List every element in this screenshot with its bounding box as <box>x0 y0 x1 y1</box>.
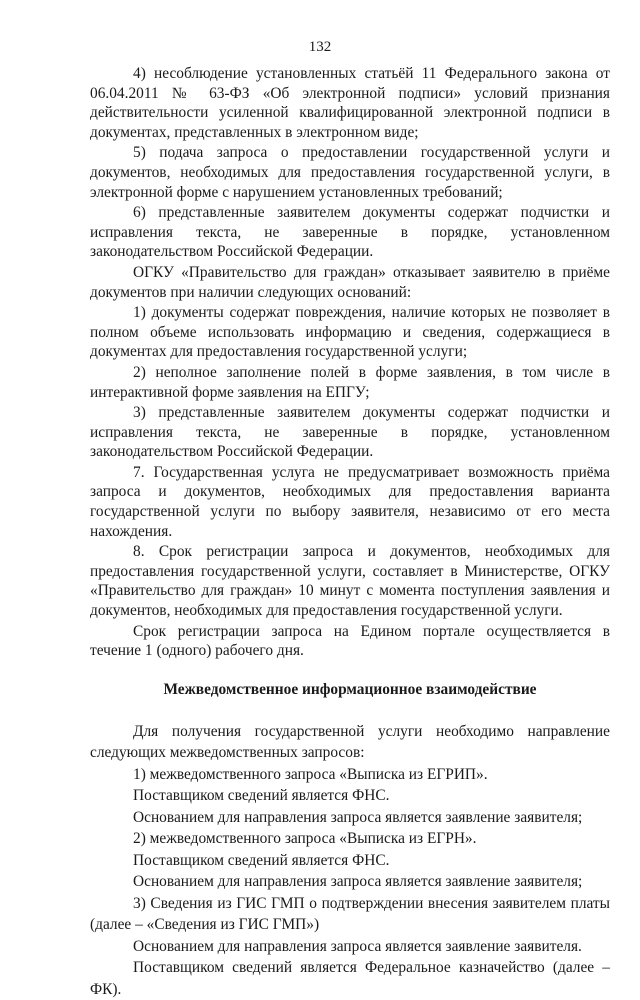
paragraph-interagency-intro: Для получения государственной услуги необходимо направление следующих межведомственных запросов: <box>90 722 610 762</box>
paragraph-item-4: 4) несоблюдение установленных статьёй 11 Федерального закона от 06.04.2011 № 63-ФЗ «Об электронной подписи» условий признания действительности усиленной квалифицированной электронной подписи в документах, представленных в электронном виде; <box>90 65 610 141</box>
paragraph-point-7: 7. Государственная услуга не предусматривает возможность приёма запроса и документов, необходимых для предоставления варианта государственной услуги по выбору заявителя, независимо от его места нахождения. <box>90 463 610 540</box>
paragraph-request-2: 2) межведомственного запроса «Выписка из ЕГРН». <box>133 830 477 848</box>
section-heading: Межведомственное информационное взаимодействие <box>163 680 537 698</box>
paragraph-basis-2: Основанием для направления запроса является заявление заявителя; <box>133 873 583 891</box>
paragraph-refusal-2: 2) неполное заполнение полей в форме заявления, в том числе в интерактивной форме заявления на ЕПГУ; <box>90 363 610 401</box>
document-body <box>90 64 610 1000</box>
paragraph-request-1: 1) межведомственного запроса «Выписка из ЕГРИП». <box>133 765 488 783</box>
paragraph-item-5: 5) подача запроса о предоставлении государственной услуги и документов, необходимых для предоставления государственной услуги, в электронной форме с нарушением установленных требований; <box>90 144 610 201</box>
paragraph-basis-3: Основанием для направления запроса является заявление заявителя. <box>133 937 582 955</box>
paragraph-basis-1: Основанием для направления запроса является заявление заявителя; <box>133 808 583 826</box>
paragraph-item-6: 6) представленные заявителем документы содержат подчистки и исправления текста, не заверенные в порядке, установленном законодательством Российской Федерации. <box>90 204 610 261</box>
paragraph-supplier-3: Поставщиком сведений является Федеральное казначейство (далее – ФК). <box>90 959 610 998</box>
paragraph-point-8: 8. Срок регистрации запроса и документов, необходимых для предоставления государственной услуги, составляет в Министерстве, ОГКУ «Правительство для граждан» 10 минут с момента поступления заявления и документов, необходимых для предоставления государственной услуги. <box>90 543 610 620</box>
paragraph-supplier-2: Поставщиком сведений является ФНС. <box>133 851 390 869</box>
paragraph-request-3: 3) Сведения из ГИС ГМП о подтверждении внесения заявителем платы (далее – «Сведения из ГИС ГМП») <box>90 894 610 934</box>
paragraph-portal-registration: Срок регистрации запроса на Едином портале осуществляется в течение 1 (одного) рабочего дня. <box>90 622 610 660</box>
page-number: 132 <box>308 39 332 55</box>
paragraph-refusal-3: 3) представленные заявителем документы содержат подчистки и исправления текста, не заверенные в порядке, установленном законодательством Российской Федерации. <box>90 404 610 461</box>
paragraph-refusal-intro: ОГКУ «Правительство для граждан» отказывает заявителю в приёме документов при наличии следующих оснований: <box>90 263 610 301</box>
paragraph-refusal-1: 1) документы содержат повреждения, наличие которых не позволяет в полном объеме использовать информацию и сведения, содержащиеся в документах для предоставления государственной услуги; <box>90 304 610 361</box>
paragraph-supplier-1: Поставщиком сведений является ФНС. <box>133 787 390 805</box>
